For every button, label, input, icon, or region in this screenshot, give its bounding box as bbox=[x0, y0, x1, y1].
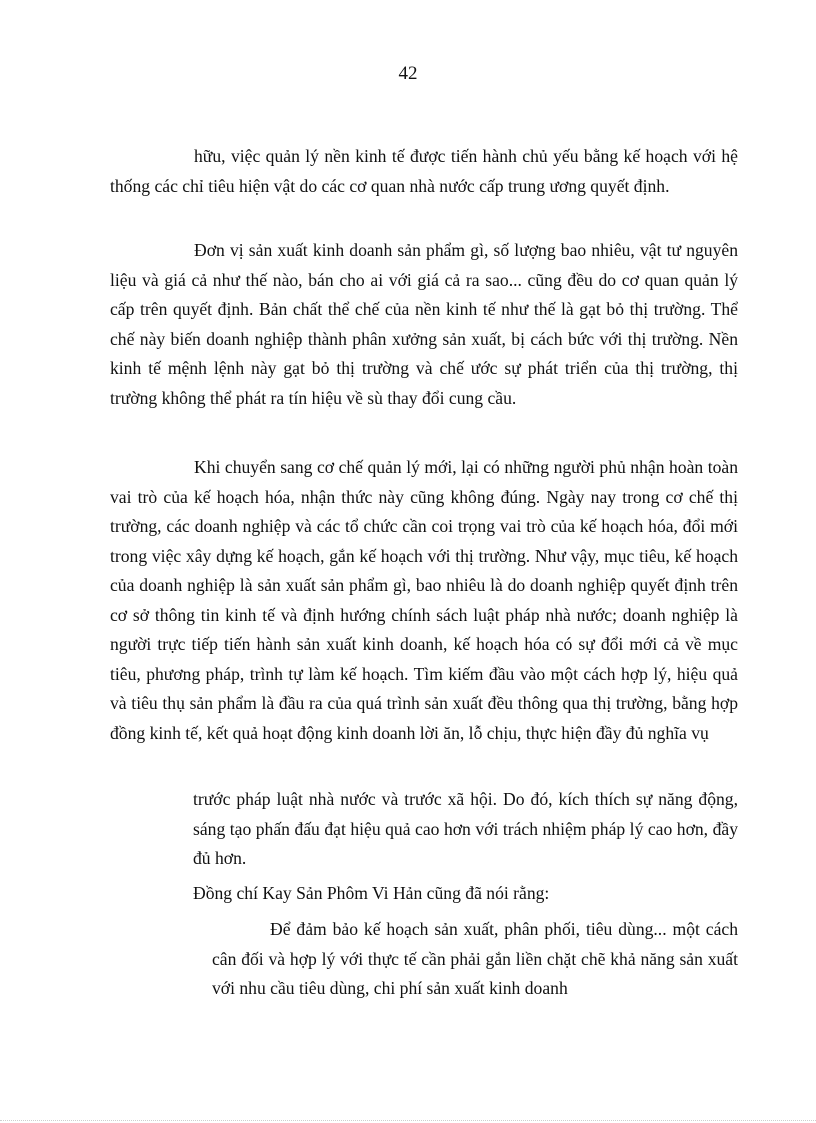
page-bottom-divider bbox=[0, 1120, 816, 1121]
paragraph-3: Khi chuyển sang cơ chế quản lý mới, lại có những người phủ nhận hoàn toàn vai trò của kế hoạch hóa, nhận thức này cũng không đúng. Ngày nay trong cơ chế thị trường, các doanh nghiệp và các tổ chức cần coi trọng vai trò của kế hoạch hóa, đổi mới trong việc xây dựng kế hoạch, gắn kế hoạch với thị trường. Như vậy, mục tiêu, kế hoạch của doanh nghiệp là sản xuất sản phẩm gì, bao nhiêu là do doanh nghiệp quyết định trên cơ sở thông tin kinh tế và định hướng chính sách luật pháp nhà nước; doanh nghiệp là người trực tiếp tiến hành sản xuất kinh doanh, kế hoạch hóa có sự đổi mới cả về mục tiêu, phương pháp, trình tự làm kế hoạch. Tìm kiếm đầu vào một cách hợp lý, hiệu quả và tiêu thụ sản phẩm là đầu ra của quá trình sản xuất đều thông qua thị trường, bằng hợp đồng kinh tế, kết quả hoạt động kinh doanh lời ăn, lỗ chịu, thực hiện đầy đủ nghĩa vụ bbox=[110, 457, 738, 743]
paragraph-1: hữu, việc quản lý nền kinh tế được tiến hành chủ yếu bằng kế hoạch với hệ thống các chỉ tiêu hiện vật do các cơ quan nhà nước cấp trung ương quyết định. bbox=[110, 146, 738, 196]
page-number: 42 bbox=[398, 63, 418, 84]
paragraph-2: Đơn vị sản xuất kinh doanh sản phẩm gì, số lượng bao nhiêu, vật tư nguyên liệu và giá cả như thế nào, bán cho ai với giá cả ra sao... cũng đều do cơ quan quản lý cấp trên quyết định. Bản chất thể chế của nền kinh tế như thế là gạt bỏ thị trường. Thể chế này biến doanh nghiệp thành phân xưởng sản xuất, bị cách bức với thị trường. Nền kinh tế mệnh lệnh này gạt bỏ thị trường và chế ước sự phát triển của thị trường, thị trường không thể phát ra tín hiệu về sù thay đổi cung cầu. bbox=[110, 240, 738, 408]
paragraph-4: trước pháp luật nhà nước và trước xã hội. Do đó, kích thích sự năng động, sáng tạo phấn đấu đạt hiệu quả cao hơn với trách nhiệm pháp lý cao hơn, đầy đủ hơn. bbox=[193, 789, 738, 868]
quote-intro: Đồng chí Kay Sản Phôm Vi Hản cũng đã nói rằng: bbox=[193, 883, 550, 903]
block-quote: Để đảm bảo kế hoạch sản xuất, phân phối, tiêu dùng... một cách cân đối và hợp lý với thực tế cần phải gắn liền chặt chẽ khả năng sản xuất với nhu cầu tiêu dùng, chi phí sản xuất kinh doanh bbox=[212, 919, 738, 998]
